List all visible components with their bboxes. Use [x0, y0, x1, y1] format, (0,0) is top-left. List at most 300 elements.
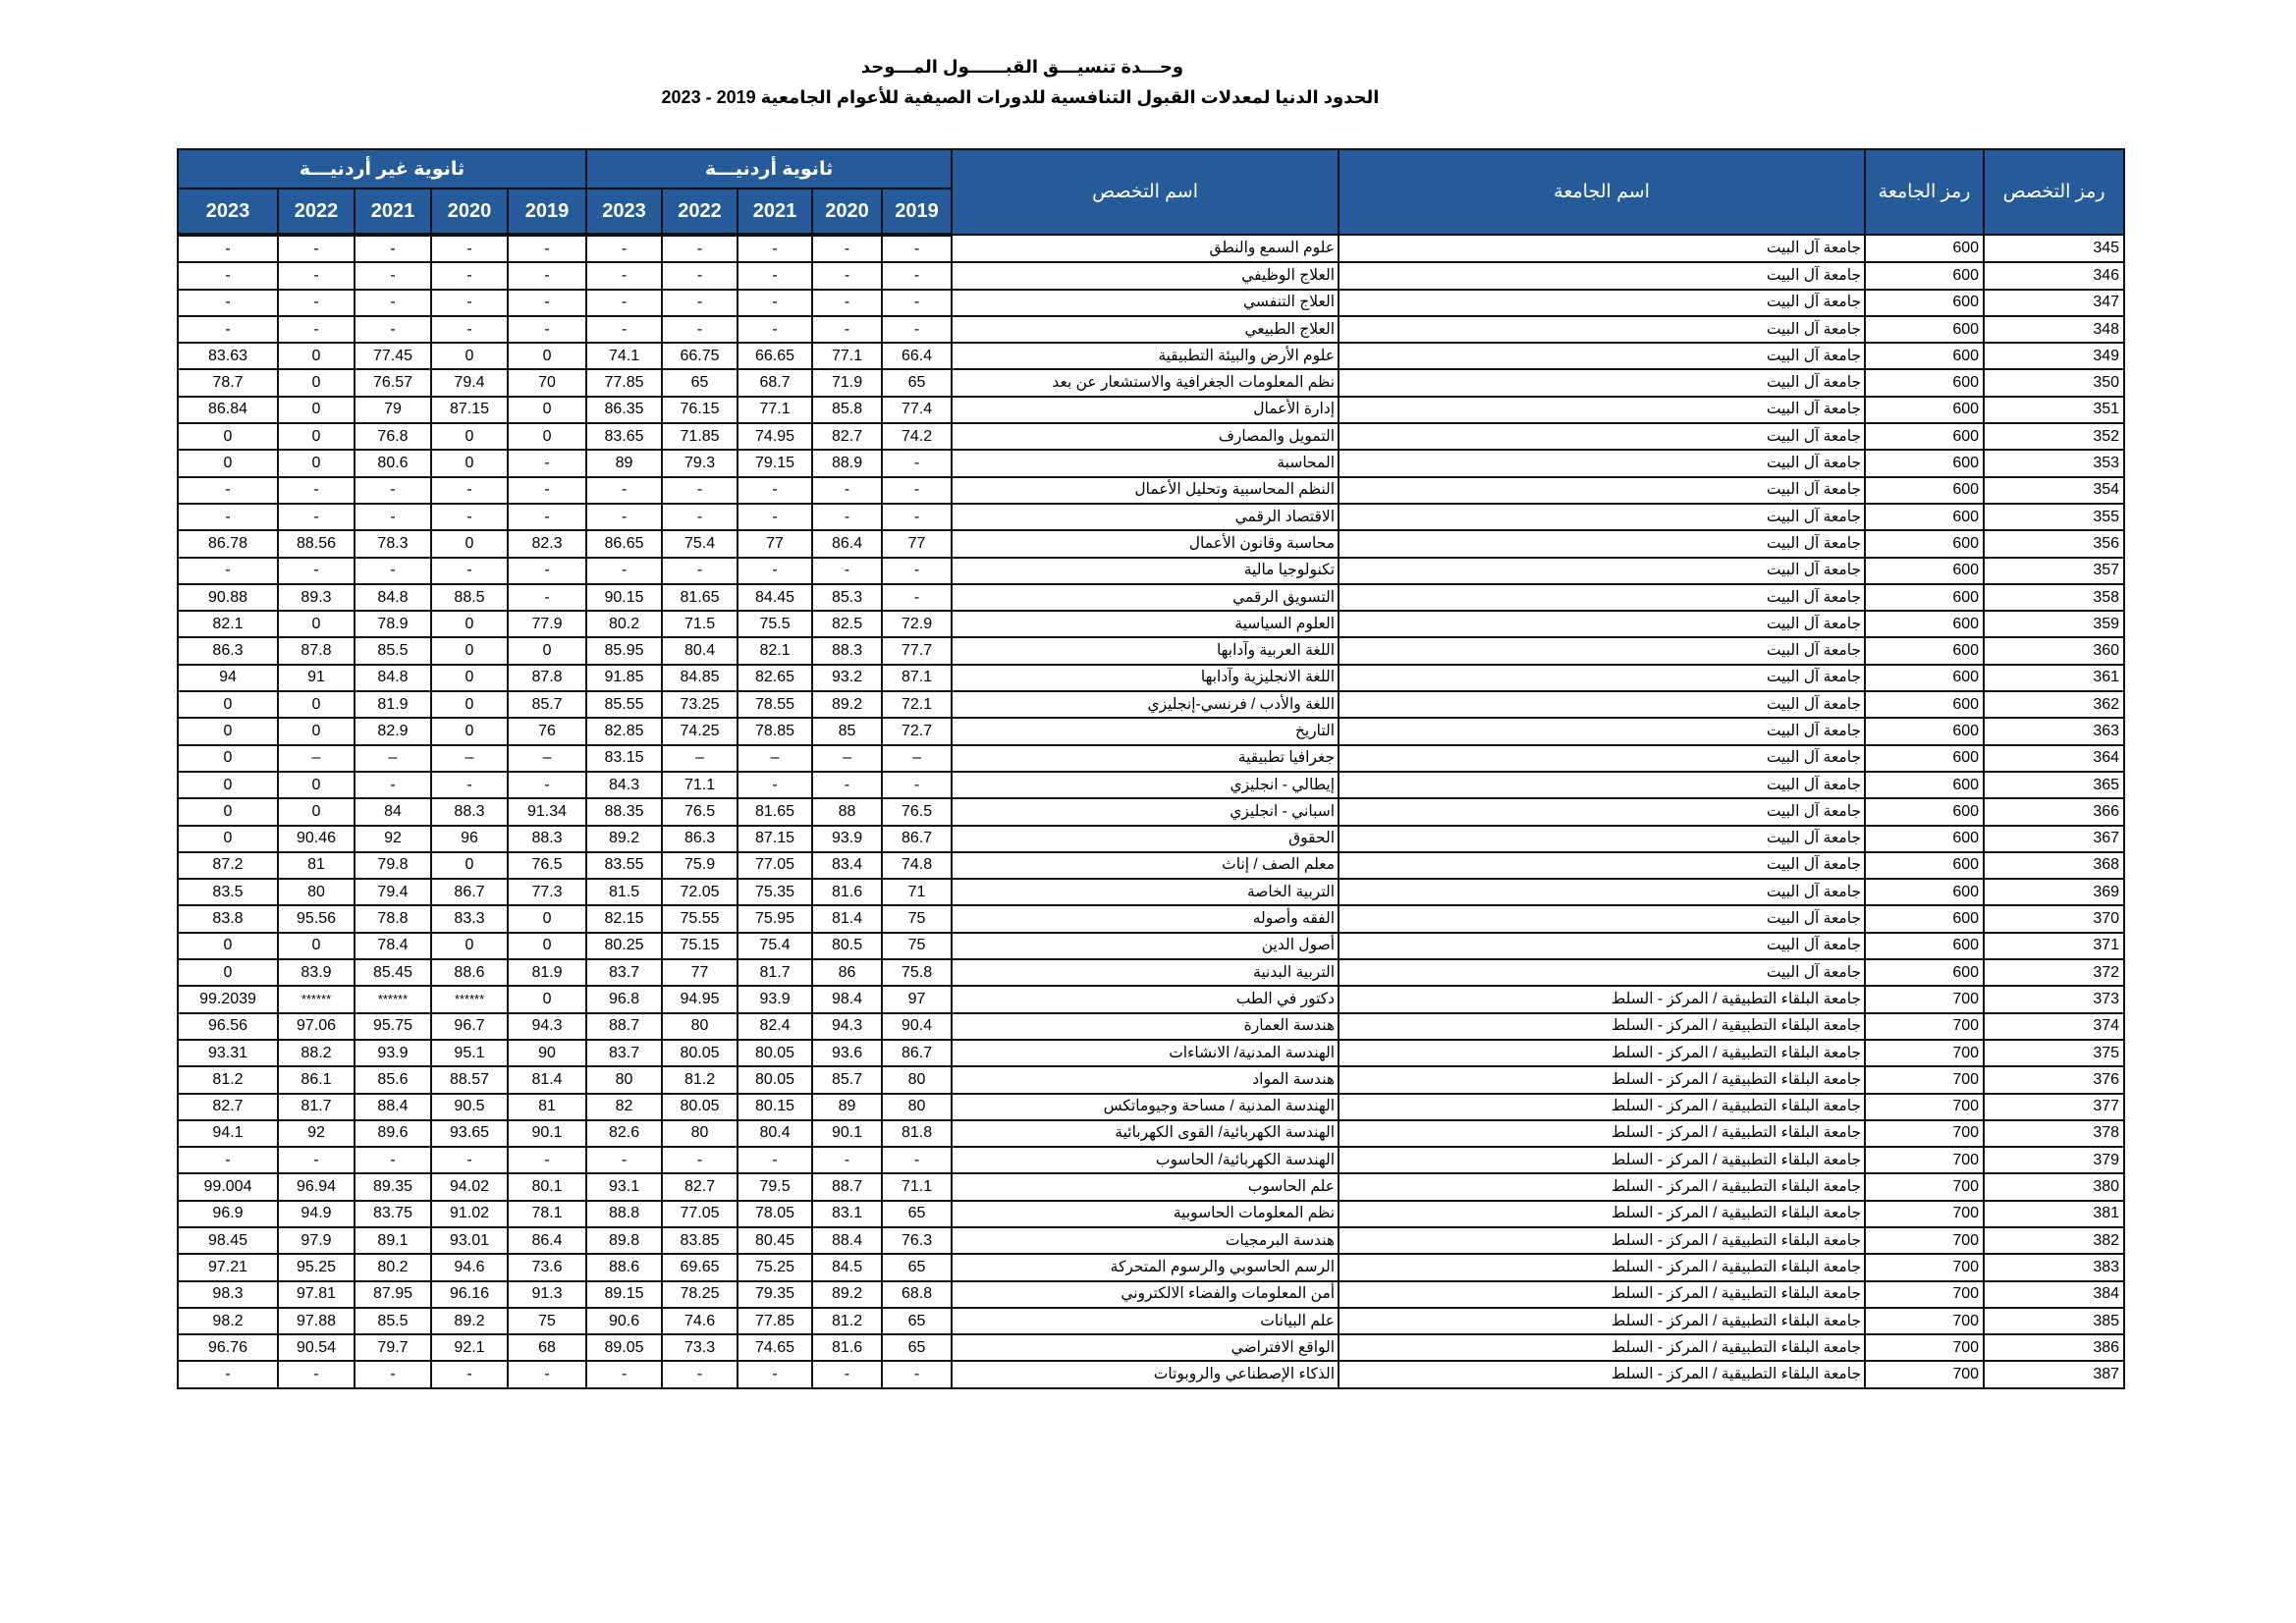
cell-non-jordanian-2020: 96.7 [431, 1013, 508, 1040]
cell-jordanian-2023: 86.35 [586, 397, 662, 423]
table-row [178, 665, 2124, 691]
cell-non-jordanian-2022: 81 [278, 852, 355, 879]
cell-non-jordanian-2020: 0 [431, 718, 508, 744]
cell-non-jordanian-2020: 0 [431, 665, 508, 691]
cell-jordanian-2022: 86.3 [662, 826, 738, 852]
cell-non-jordanian-2023: 86.3 [178, 637, 278, 664]
table-row [178, 369, 2124, 396]
cell-university-name: جامعة البلقاء التطبيقية / المركز - السلط [1339, 1308, 1865, 1334]
cell-university-code: 700 [1865, 1254, 1984, 1280]
cell-university-code: 600 [1865, 504, 1984, 530]
cell-university-code: 700 [1865, 1201, 1984, 1227]
cell-specialty-name: التربية البدنية [952, 959, 1339, 986]
cell-non-jordanian-2021: 83.75 [355, 1201, 431, 1227]
cell-university-name: جامعة آل البيت [1339, 235, 1865, 262]
cell-jordanian-2021: - [738, 235, 812, 262]
cell-jordanian-2023: 85.55 [586, 691, 662, 718]
cell-jordanian-2020: 90.1 [812, 1120, 882, 1147]
cell-university-name: جامعة آل البيت [1339, 558, 1865, 584]
table-row [178, 343, 2124, 369]
table-row [178, 611, 2124, 637]
cell-non-jordanian-2020: 86.7 [431, 879, 508, 905]
cell-non-jordanian-2020: - [431, 235, 508, 262]
cell-specialty-name: نظم المعلومات الحاسوبية [952, 1201, 1339, 1227]
cell-non-jordanian-2023: 99.004 [178, 1173, 278, 1200]
cell-jordanian-2019: - [882, 558, 952, 584]
cell-jordanian-2023: 88.35 [586, 798, 662, 825]
cell-specialty-name: دكتور في الطب [952, 986, 1339, 1012]
cell-jordanian-2022: 73.3 [662, 1334, 738, 1361]
cell-jordanian-2020: 71.9 [812, 369, 882, 396]
table-body [178, 235, 2124, 1388]
cell-university-code: 600 [1865, 718, 1984, 744]
cell-non-jordanian-2020: 96 [431, 826, 508, 852]
cell-non-jordanian-2021: 76.57 [355, 369, 431, 396]
cell-specialty-name: اللغة الانجليزية وآدابها [952, 665, 1339, 691]
table-row [178, 316, 2124, 343]
cell-jordanian-2020: 80.5 [812, 933, 882, 959]
cell-specialty-code: 347 [1984, 290, 2124, 316]
cell-jordanian-2023: 88.8 [586, 1201, 662, 1227]
cell-non-jordanian-2022: 0 [278, 423, 355, 450]
table-row [178, 1201, 2124, 1227]
cell-jordanian-2022: 75.55 [662, 905, 738, 932]
cell-jordanian-2019: 86.7 [882, 1040, 952, 1066]
cell-jordanian-2019: - [882, 1147, 952, 1173]
cell-non-jordanian-2022: 97.9 [278, 1227, 355, 1254]
cell-non-jordanian-2020: 94.6 [431, 1254, 508, 1280]
cell-non-jordanian-2023: 0 [178, 450, 278, 476]
cell-non-jordanian-2023: 86.84 [178, 397, 278, 423]
cell-jordanian-2019: 97 [882, 986, 952, 1012]
table-row [178, 1147, 2124, 1173]
cell-non-jordanian-2023: 78.7 [178, 369, 278, 396]
cell-non-jordanian-2020: - [431, 316, 508, 343]
header-jo-2019: 2019 [882, 189, 952, 235]
cell-specialty-code: 386 [1984, 1334, 2124, 1361]
cell-jordanian-2021: 80.05 [738, 1066, 812, 1093]
cell-jordanian-2019: 65 [882, 1334, 952, 1361]
cell-specialty-name: الهندسة المدنية/ الانشاءات [952, 1040, 1339, 1066]
cell-university-code: 600 [1865, 343, 1984, 369]
cell-non-jordanian-2019: 0 [508, 905, 586, 932]
cell-university-code: 600 [1865, 262, 1984, 289]
cell-jordanian-2023: 74.1 [586, 343, 662, 369]
cell-non-jordanian-2019: - [508, 477, 586, 504]
cell-non-jordanian-2023: 0 [178, 745, 278, 772]
cell-jordanian-2019: 77 [882, 530, 952, 557]
cell-non-jordanian-2023: 83.63 [178, 343, 278, 369]
cell-university-name: جامعة آل البيت [1339, 343, 1865, 369]
cell-non-jordanian-2022: 92 [278, 1120, 355, 1147]
cell-jordanian-2019: - [882, 772, 952, 798]
cell-jordanian-2020: 81.6 [812, 1334, 882, 1361]
cell-non-jordanian-2021: 87.95 [355, 1281, 431, 1308]
cell-non-jordanian-2022: - [278, 1147, 355, 1173]
cell-jordanian-2023: 84.3 [586, 772, 662, 798]
cell-non-jordanian-2019: 81.4 [508, 1066, 586, 1093]
cell-non-jordanian-2023: 86.78 [178, 530, 278, 557]
cell-non-jordanian-2021: 89.6 [355, 1120, 431, 1147]
cell-specialty-name: علوم السمع والنطق [952, 235, 1339, 262]
cell-non-jordanian-2022: 0 [278, 611, 355, 637]
cell-non-jordanian-2021: - [355, 235, 431, 262]
cell-jordanian-2019: - [882, 450, 952, 476]
cell-jordanian-2021: 80.45 [738, 1227, 812, 1254]
cell-non-jordanian-2023: - [178, 558, 278, 584]
cell-non-jordanian-2022: - [278, 504, 355, 530]
cell-non-jordanian-2019: 85.7 [508, 691, 586, 718]
cell-specialty-code: 365 [1984, 772, 2124, 798]
cell-university-code: 600 [1865, 423, 1984, 450]
cell-jordanian-2023: 89.05 [586, 1334, 662, 1361]
cell-jordanian-2019: 72.7 [882, 718, 952, 744]
table-row [178, 691, 2124, 718]
cell-jordanian-2022: - [662, 558, 738, 584]
cell-non-jordanian-2022: - [278, 316, 355, 343]
cell-jordanian-2022: 71.1 [662, 772, 738, 798]
cell-university-code: 600 [1865, 637, 1984, 664]
cell-non-jordanian-2023: 0 [178, 718, 278, 744]
cell-non-jordanian-2023: 97.21 [178, 1254, 278, 1280]
cell-non-jordanian-2023: 0 [178, 798, 278, 825]
cell-non-jordanian-2021: 93.9 [355, 1040, 431, 1066]
cell-jordanian-2022: 65 [662, 369, 738, 396]
cell-jordanian-2019: - [882, 316, 952, 343]
document-subtitle [0, 87, 2296, 108]
cell-non-jordanian-2022: – [278, 745, 355, 772]
cell-specialty-name: علم البيانات [952, 1308, 1339, 1334]
cell-jordanian-2022: 73.25 [662, 691, 738, 718]
cell-jordanian-2020: 88.4 [812, 1227, 882, 1254]
cell-jordanian-2023: - [586, 235, 662, 262]
header-jo-2021: 2021 [738, 189, 812, 235]
cell-jordanian-2019: 74.8 [882, 852, 952, 879]
cell-specialty-code: 373 [1984, 986, 2124, 1012]
cell-non-jordanian-2021: 85.45 [355, 959, 431, 986]
cell-non-jordanian-2019: - [508, 1147, 586, 1173]
cell-university-code: 600 [1865, 369, 1984, 396]
cell-non-jordanian-2021: 79.8 [355, 852, 431, 879]
cell-non-jordanian-2022: 80 [278, 879, 355, 905]
cell-jordanian-2023: 82.85 [586, 718, 662, 744]
table-row [178, 423, 2124, 450]
cell-jordanian-2020: - [812, 290, 882, 316]
cell-non-jordanian-2021: 81.9 [355, 691, 431, 718]
cell-non-jordanian-2021: - [355, 316, 431, 343]
cell-non-jordanian-2020: 83.3 [431, 905, 508, 932]
table-row [178, 477, 2124, 504]
cell-jordanian-2021: - [738, 772, 812, 798]
cell-non-jordanian-2023: 98.2 [178, 1308, 278, 1334]
cell-specialty-code: 381 [1984, 1201, 2124, 1227]
cell-non-jordanian-2022: ****** [278, 986, 355, 1012]
header-group-jordanian: ثانوية أردنيـــة [586, 149, 952, 189]
table-header [178, 149, 2124, 235]
cell-jordanian-2021: 79.15 [738, 450, 812, 476]
cell-non-jordanian-2021: 78.3 [355, 530, 431, 557]
cell-non-jordanian-2020: - [431, 1147, 508, 1173]
cell-jordanian-2019: 65 [882, 1201, 952, 1227]
cell-jordanian-2020: - [812, 1361, 882, 1387]
cell-non-jordanian-2023: 0 [178, 772, 278, 798]
cell-university-code: 600 [1865, 691, 1984, 718]
cell-university-code: 600 [1865, 933, 1984, 959]
cell-jordanian-2019: – [882, 745, 952, 772]
cell-jordanian-2021: 78.85 [738, 718, 812, 744]
cell-specialty-code: 385 [1984, 1308, 2124, 1334]
cell-non-jordanian-2021: 89.35 [355, 1173, 431, 1200]
cell-non-jordanian-2019: 94.3 [508, 1013, 586, 1040]
cell-non-jordanian-2021: 80.2 [355, 1254, 431, 1280]
admission-table [177, 148, 2125, 1389]
cell-specialty-name: العلاج التنفسي [952, 290, 1339, 316]
cell-specialty-code: 383 [1984, 1254, 2124, 1280]
cell-jordanian-2019: 75 [882, 905, 952, 932]
cell-specialty-name: هندسة العمارة [952, 1013, 1339, 1040]
cell-non-jordanian-2019: 0 [508, 343, 586, 369]
cell-university-code: 700 [1865, 986, 1984, 1012]
cell-non-jordanian-2020: 88.5 [431, 584, 508, 611]
cell-jordanian-2020: 81.2 [812, 1308, 882, 1334]
cell-non-jordanian-2021: 95.75 [355, 1013, 431, 1040]
cell-jordanian-2022: - [662, 235, 738, 262]
cell-specialty-code: 362 [1984, 691, 2124, 718]
cell-non-jordanian-2023: 0 [178, 959, 278, 986]
cell-jordanian-2020: 85.3 [812, 584, 882, 611]
cell-non-jordanian-2021: - [355, 504, 431, 530]
cell-university-name: جامعة البلقاء التطبيقية / المركز - السلط [1339, 1334, 1865, 1361]
cell-specialty-name: التسويق الرقمي [952, 584, 1339, 611]
cell-jordanian-2019: - [882, 290, 952, 316]
cell-non-jordanian-2019: 75 [508, 1308, 586, 1334]
cell-jordanian-2023: 83.65 [586, 423, 662, 450]
table-row [178, 1066, 2124, 1093]
document-title-text: وحـــدة تنسيـــق القبــــــول المـــوحد [860, 57, 1184, 77]
cell-non-jordanian-2023: 98.45 [178, 1227, 278, 1254]
cell-non-jordanian-2023: - [178, 1147, 278, 1173]
cell-jordanian-2022: 81.2 [662, 1066, 738, 1093]
cell-non-jordanian-2019: 88.3 [508, 826, 586, 852]
cell-non-jordanian-2022: 0 [278, 772, 355, 798]
cell-jordanian-2022: - [662, 504, 738, 530]
cell-jordanian-2019: 74.2 [882, 423, 952, 450]
cell-jordanian-2023: 82.6 [586, 1120, 662, 1147]
cell-non-jordanian-2022: 91 [278, 665, 355, 691]
cell-non-jordanian-2023: 96.56 [178, 1013, 278, 1040]
cell-specialty-code: 360 [1984, 637, 2124, 664]
cell-specialty-code: 372 [1984, 959, 2124, 986]
table-row [178, 262, 2124, 289]
cell-university-name: جامعة آل البيت [1339, 423, 1865, 450]
cell-jordanian-2023: - [586, 316, 662, 343]
header-university-code: رمز الجامعة [1865, 149, 1984, 235]
cell-jordanian-2021: - [738, 290, 812, 316]
cell-non-jordanian-2021: 78.9 [355, 611, 431, 637]
cell-non-jordanian-2020: 88.3 [431, 798, 508, 825]
cell-non-jordanian-2019: 86.4 [508, 1227, 586, 1254]
cell-jordanian-2022: - [662, 290, 738, 316]
cell-jordanian-2023: 80.2 [586, 611, 662, 637]
cell-jordanian-2022: 80.05 [662, 1040, 738, 1066]
cell-jordanian-2023: - [586, 1147, 662, 1173]
cell-jordanian-2021: 66.65 [738, 343, 812, 369]
cell-specialty-code: 358 [1984, 584, 2124, 611]
cell-jordanian-2021: 74.65 [738, 1334, 812, 1361]
cell-non-jordanian-2023: 99.2039 [178, 986, 278, 1012]
cell-specialty-name: اللغة العربية وآدابها [952, 637, 1339, 664]
cell-jordanian-2020: 77.1 [812, 343, 882, 369]
cell-non-jordanian-2020: 0 [431, 530, 508, 557]
cell-non-jordanian-2020: 94.02 [431, 1173, 508, 1200]
cell-jordanian-2023: 83.7 [586, 1040, 662, 1066]
table-row [178, 798, 2124, 825]
cell-non-jordanian-2021: 84 [355, 798, 431, 825]
cell-non-jordanian-2021: 85.5 [355, 1308, 431, 1334]
cell-university-code: 600 [1865, 316, 1984, 343]
cell-non-jordanian-2023: 82.7 [178, 1094, 278, 1120]
cell-jordanian-2019: 72.9 [882, 611, 952, 637]
cell-non-jordanian-2021: 76.8 [355, 423, 431, 450]
cell-non-jordanian-2022: - [278, 235, 355, 262]
cell-non-jordanian-2021: 78.8 [355, 905, 431, 932]
cell-specialty-code: 368 [1984, 852, 2124, 879]
cell-non-jordanian-2022: 0 [278, 718, 355, 744]
cell-jordanian-2021: 79.5 [738, 1173, 812, 1200]
cell-non-jordanian-2020: 79.4 [431, 369, 508, 396]
cell-specialty-code: 379 [1984, 1147, 2124, 1173]
cell-non-jordanian-2020: 90.5 [431, 1094, 508, 1120]
cell-university-name: جامعة البلقاء التطبيقية / المركز - السلط [1339, 1227, 1865, 1254]
table-row [178, 290, 2124, 316]
cell-specialty-name: هندسة البرمجيات [952, 1227, 1339, 1254]
table-row [178, 1308, 2124, 1334]
cell-jordanian-2019: 68.8 [882, 1281, 952, 1308]
cell-jordanian-2023: 82 [586, 1094, 662, 1120]
cell-non-jordanian-2022: 95.25 [278, 1254, 355, 1280]
cell-jordanian-2023: - [586, 262, 662, 289]
cell-non-jordanian-2019: - [508, 584, 586, 611]
cell-non-jordanian-2020: 87.15 [431, 397, 508, 423]
cell-jordanian-2021: - [738, 316, 812, 343]
cell-university-name: جامعة البلقاء التطبيقية / المركز - السلط [1339, 1201, 1865, 1227]
cell-non-jordanian-2020: 91.02 [431, 1201, 508, 1227]
cell-non-jordanian-2022: 88.56 [278, 530, 355, 557]
cell-jordanian-2023: 93.1 [586, 1173, 662, 1200]
cell-specialty-code: 346 [1984, 262, 2124, 289]
cell-non-jordanian-2021: 92 [355, 826, 431, 852]
cell-jordanian-2021: 80.05 [738, 1040, 812, 1066]
cell-specialty-code: 361 [1984, 665, 2124, 691]
cell-jordanian-2023: 89.8 [586, 1227, 662, 1254]
cell-jordanian-2022: 80 [662, 1013, 738, 1040]
cell-non-jordanian-2019: 78.1 [508, 1201, 586, 1227]
cell-jordanian-2020: 89.2 [812, 1281, 882, 1308]
cell-jordanian-2019: - [882, 504, 952, 530]
cell-non-jordanian-2023: 94 [178, 665, 278, 691]
cell-non-jordanian-2020: 0 [431, 852, 508, 879]
cell-non-jordanian-2023: - [178, 235, 278, 262]
header-jo-2020: 2020 [812, 189, 882, 235]
cell-specialty-name: الاقتصاد الرقمي [952, 504, 1339, 530]
cell-specialty-name: العلوم السياسية [952, 611, 1339, 637]
header-specialty-code: رمز التخصص [1984, 149, 2124, 235]
cell-non-jordanian-2023: - [178, 504, 278, 530]
cell-university-code: 600 [1865, 450, 1984, 476]
cell-non-jordanian-2020: - [431, 477, 508, 504]
cell-specialty-name: إيطالي - انجليزي [952, 772, 1339, 798]
cell-jordanian-2023: 89 [586, 450, 662, 476]
cell-non-jordanian-2022: - [278, 477, 355, 504]
cell-specialty-name: أصول الدين [952, 933, 1339, 959]
cell-non-jordanian-2020: 0 [431, 343, 508, 369]
cell-jordanian-2020: - [812, 772, 882, 798]
cell-jordanian-2019: 75.8 [882, 959, 952, 986]
cell-non-jordanian-2022: 97.88 [278, 1308, 355, 1334]
cell-jordanian-2022: 76.5 [662, 798, 738, 825]
cell-non-jordanian-2019: 0 [508, 423, 586, 450]
cell-specialty-code: 375 [1984, 1040, 2124, 1066]
cell-university-code: 700 [1865, 1281, 1984, 1308]
cell-specialty-name: نظم المعلومات الجغرافية والاستشعار عن بعد [952, 369, 1339, 396]
table-row [178, 450, 2124, 476]
table-row [178, 745, 2124, 772]
cell-jordanian-2021: 75.25 [738, 1254, 812, 1280]
cell-jordanian-2019: 80 [882, 1094, 952, 1120]
cell-jordanian-2021: 93.9 [738, 986, 812, 1012]
cell-jordanian-2022: 77 [662, 959, 738, 986]
cell-jordanian-2020: 85.8 [812, 397, 882, 423]
cell-jordanian-2022: - [662, 316, 738, 343]
cell-jordanian-2020: – [812, 745, 882, 772]
table-row [178, 1254, 2124, 1280]
cell-jordanian-2019: 76.3 [882, 1227, 952, 1254]
cell-university-name: جامعة البلقاء التطبيقية / المركز - السلط [1339, 1281, 1865, 1308]
cell-non-jordanian-2020: ****** [431, 986, 508, 1012]
cell-university-name: جامعة آل البيت [1339, 477, 1865, 504]
cell-jordanian-2023: 88.7 [586, 1013, 662, 1040]
cell-non-jordanian-2019: 73.6 [508, 1254, 586, 1280]
cell-specialty-name: علوم الأرض والبيئة التطبيقية [952, 343, 1339, 369]
cell-jordanian-2021: 75.5 [738, 611, 812, 637]
cell-specialty-name: الرسم الحاسوبي والرسوم المتحركة [952, 1254, 1339, 1280]
cell-jordanian-2020: 83.4 [812, 852, 882, 879]
cell-specialty-name: العلاج الطبيعي [952, 316, 1339, 343]
cell-specialty-code: 371 [1984, 933, 2124, 959]
header-university-name: اسم الجامعة [1339, 149, 1865, 235]
cell-university-name: جامعة البلقاء التطبيقية / المركز - السلط [1339, 1040, 1865, 1066]
cell-jordanian-2019: 77.4 [882, 397, 952, 423]
cell-non-jordanian-2019: 90.1 [508, 1120, 586, 1147]
cell-university-name: جامعة آل البيت [1339, 905, 1865, 932]
cell-non-jordanian-2021: 78.4 [355, 933, 431, 959]
cell-specialty-code: 354 [1984, 477, 2124, 504]
cell-jordanian-2021: 75.95 [738, 905, 812, 932]
cell-jordanian-2019: 76.5 [882, 798, 952, 825]
cell-university-name: جامعة آل البيت [1339, 262, 1865, 289]
cell-specialty-name: التربية الخاصة [952, 879, 1339, 905]
cell-jordanian-2023: 83.7 [586, 959, 662, 986]
cell-jordanian-2021: 87.15 [738, 826, 812, 852]
cell-jordanian-2022: - [662, 477, 738, 504]
cell-jordanian-2022: 75.4 [662, 530, 738, 557]
cell-jordanian-2020: 85.7 [812, 1066, 882, 1093]
cell-non-jordanian-2023: 81.2 [178, 1066, 278, 1093]
cell-jordanian-2020: - [812, 477, 882, 504]
cell-specialty-name: الفقه وأصوله [952, 905, 1339, 932]
table-row [178, 959, 2124, 986]
cell-jordanian-2020: 89.2 [812, 691, 882, 718]
